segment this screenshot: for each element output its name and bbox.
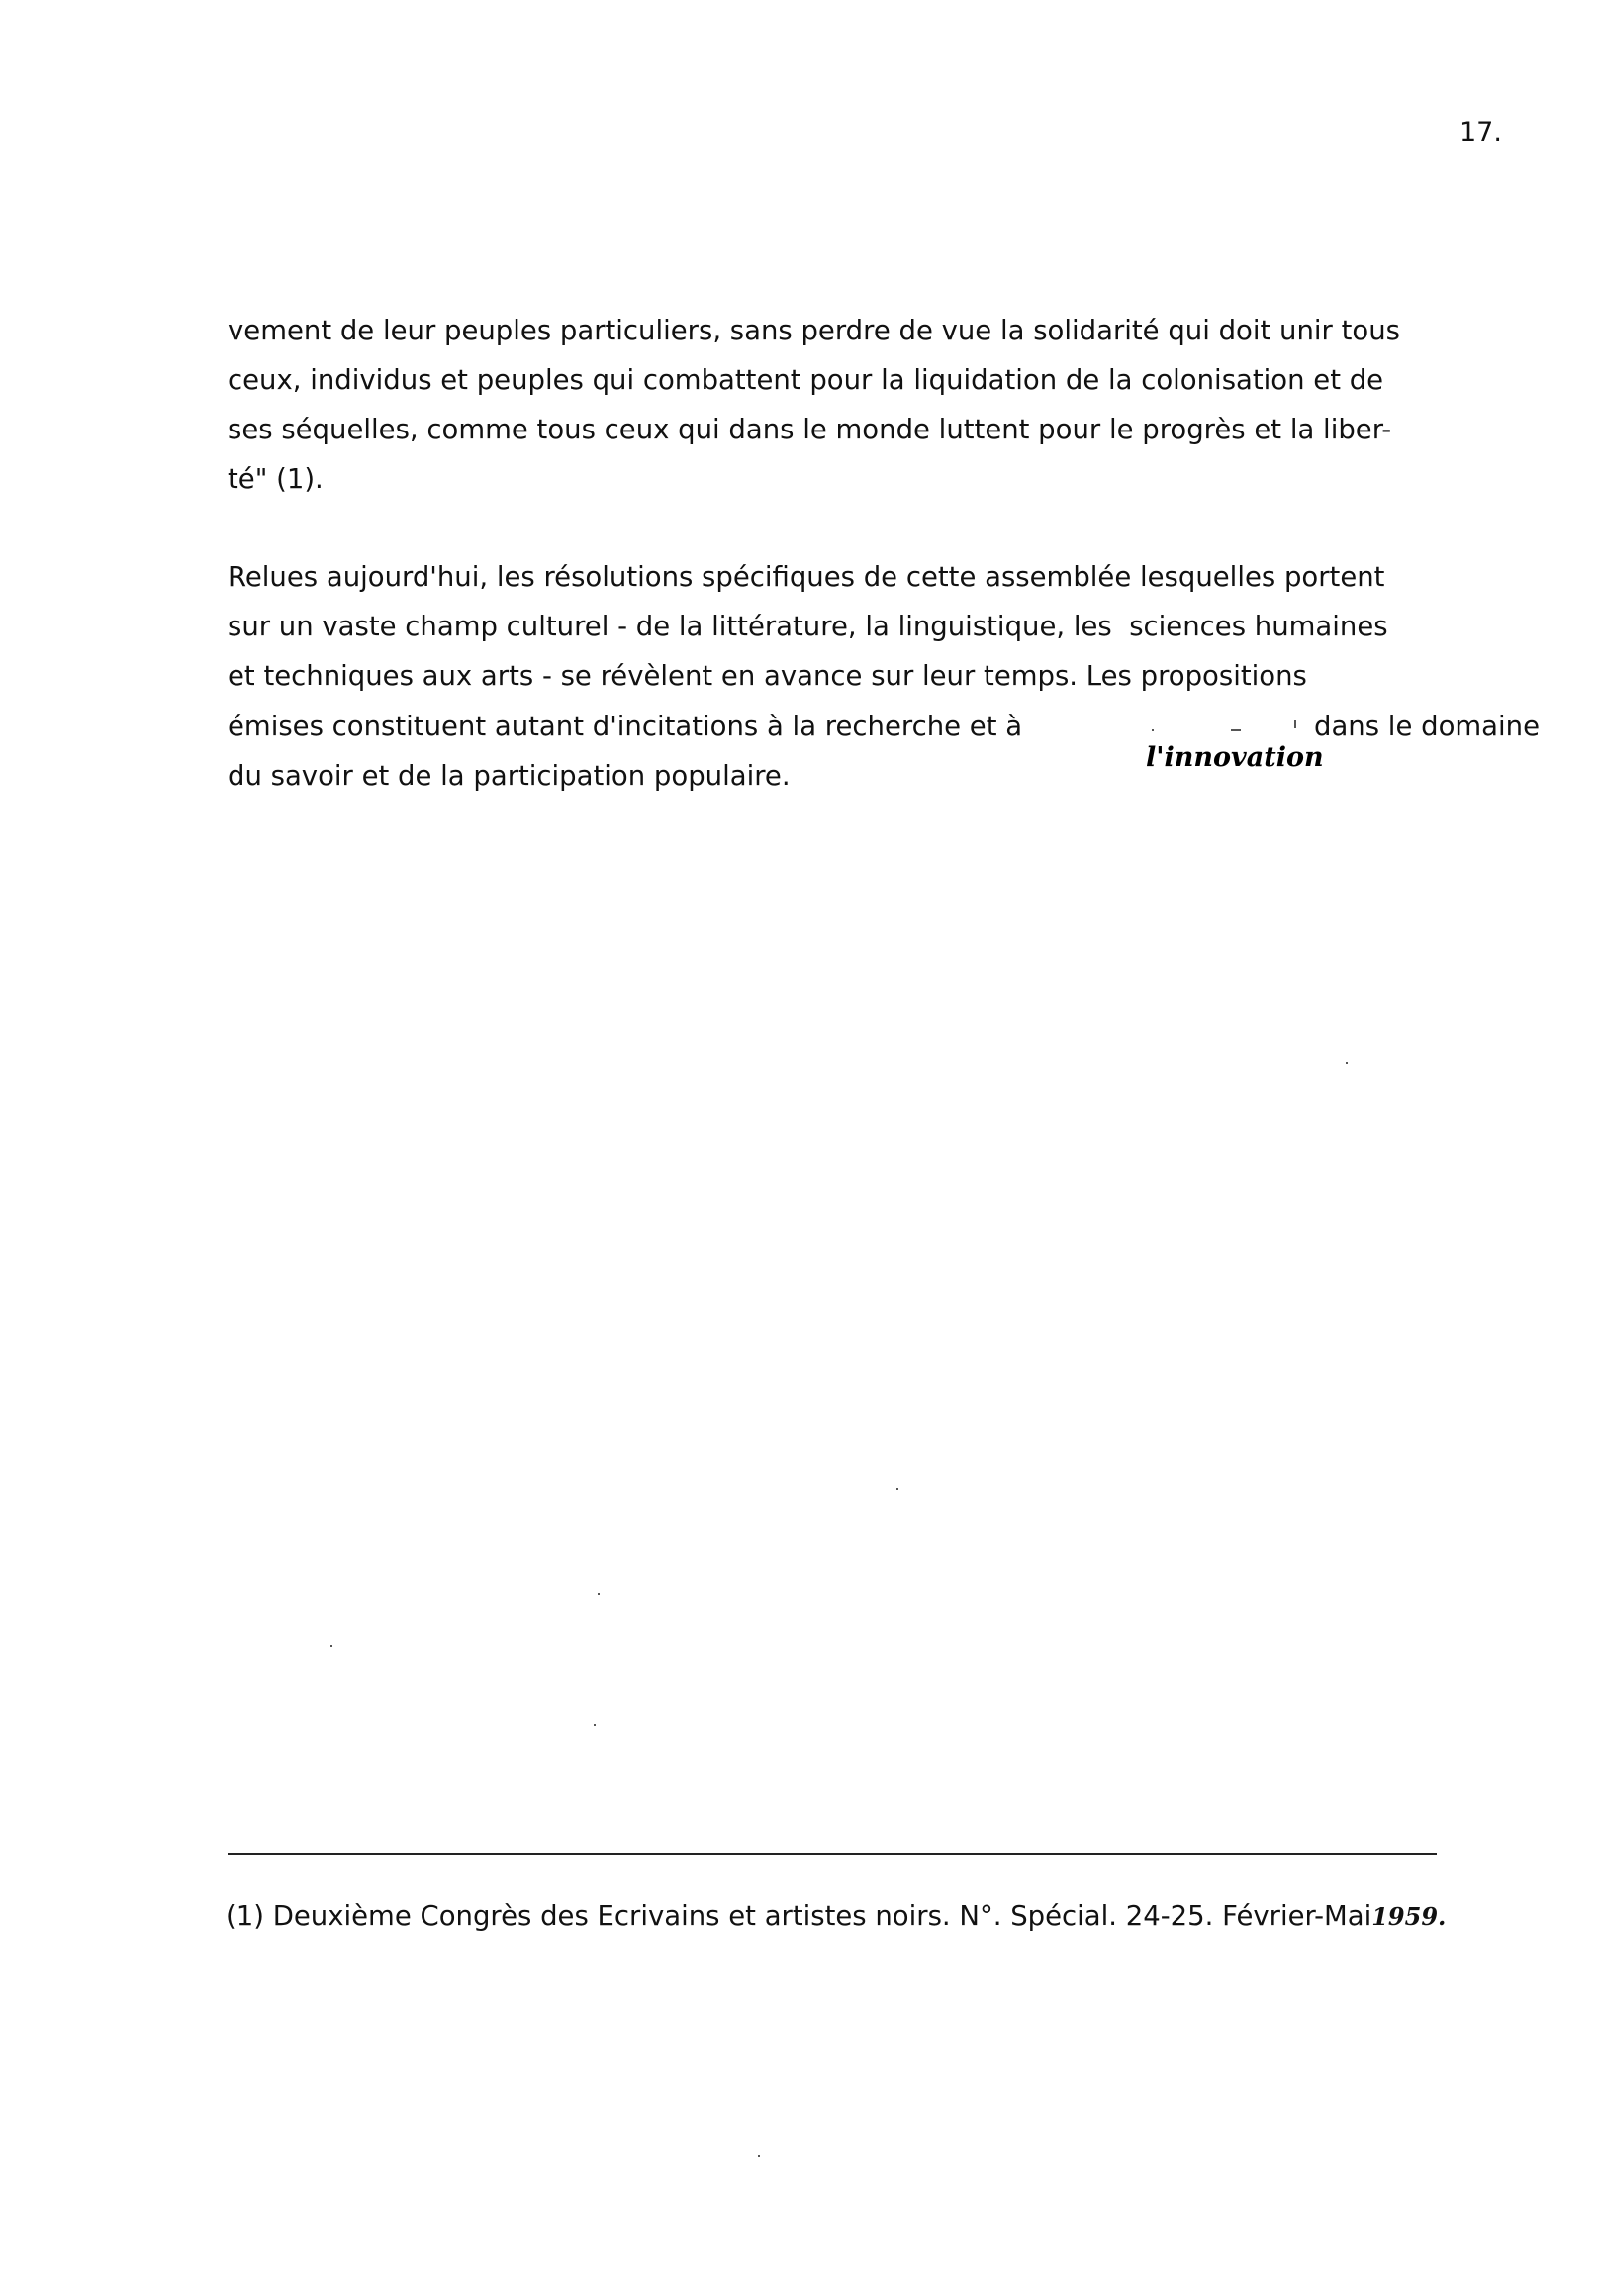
paragraph-line: ceux, individus et peuples qui combattent pour la liquidation de la colonisation et de: [228, 364, 1384, 396]
footnote-year-handwritten: 1959.: [1371, 1902, 1447, 1931]
scan-speck: [598, 1593, 600, 1595]
footnote-text: (1) Deuxième Congrès des Ecrivains et artistes noirs. N°. Spécial. 24-25. Février-Mai: [226, 1900, 1372, 1932]
scan-speck: [330, 1645, 332, 1647]
paragraph-line: té" (1).: [228, 463, 324, 495]
paragraph-line: vement de leur peuples particuliers, sans perdre de vue la solidarité qui doit unir tous: [228, 315, 1400, 346]
paragraph-line: et techniques aux arts - se révèlent en avance sur leur temps. Les propositions: [228, 660, 1307, 692]
erasure-mark: [1294, 720, 1296, 728]
handwritten-annotation: l'innovation: [1146, 742, 1324, 773]
paragraph-line: émises constituent autant d'incitations à la recherche et à: [228, 711, 1023, 742]
paragraph-line-end: dans le domaine: [1314, 711, 1541, 742]
paragraph-line: du savoir et de la participation populaire.: [228, 760, 791, 792]
scan-speck: [896, 1488, 898, 1490]
footnote: [226, 1898, 1446, 1935]
paragraph-line: Relues aujourd'hui, les résolutions spécifiques de cette assemblée lesquelles portent: [228, 561, 1385, 593]
scan-speck: [1346, 1062, 1348, 1064]
footnote-separator: [228, 1853, 1437, 1855]
paragraph-line: sur un vaste champ culturel - de la littérature, la linguistique, les sciences humaines: [228, 611, 1388, 642]
scan-speck: [594, 1724, 596, 1726]
paragraph-line: ses séquelles, comme tous ceux qui dans le monde luttent pour le progrès et la liber-: [228, 414, 1392, 445]
page-number: 17.: [1459, 117, 1502, 147]
erasure-mark: [1231, 729, 1241, 731]
scan-speck: [758, 2155, 760, 2157]
erasure-mark: [1152, 729, 1154, 731]
